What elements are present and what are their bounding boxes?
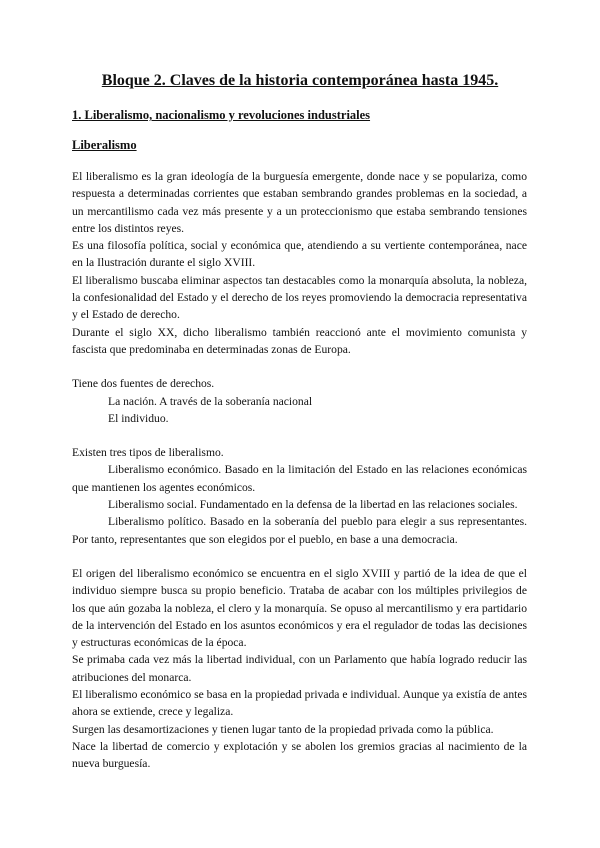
page-title: Bloque 2. Claves de la historia contemporánea hasta 1945. [101, 72, 499, 89]
paragraph: Nace la libertad de comercio y explotación y se abolen los gremios gracias al nacimiento de la nueva burguesía. [72, 739, 527, 771]
document-body [72, 168, 527, 773]
types-intro: Existen tres tipos de liberalismo. [72, 446, 224, 460]
sources-intro: Tiene dos fuentes de derechos. [72, 377, 215, 391]
paragraph: Durante el siglo XX, dicho liberalismo también reaccionó ante el movimiento comunista y fascista que predominaba en determinadas zonas de Europa. [72, 325, 527, 356]
paragraph: Es una filosofía política, social y económica que, atendiendo a su vertiente contemporánea, nace en la Ilustración durante el siglo XVIII. [72, 239, 527, 270]
paragraph: Surgen las desamortizaciones y tienen lugar tanto de la propiedad privada como la pública. [72, 722, 494, 736]
list-item: La nación. A través de la soberanía nacional [108, 394, 313, 408]
list-item: Liberalismo social. Fundamentado en la defensa de la libertad en las relaciones sociales. [108, 498, 518, 512]
paragraph: El liberalismo económico se basa en la propiedad privada e individual. Aunque ya existía de antes ahora se extiende, crece y legaliza. [72, 688, 527, 719]
subsection-heading: Liberalismo [72, 138, 137, 152]
paragraph: El liberalismo es la gran ideología de la burguesía emergente, donde nace y se populariza, como respuesta a determinadas corrientes que estaban sembrando grandes problemas en la sociedad, a un mercantilismo cada vez más presente y a un proteccionismo que estaba sembrando tensiones entre los distintos reyes. [72, 170, 527, 235]
paragraph: El origen del liberalismo económico se encuentra en el siglo XVIII y partió de la idea de que el individuo siempre busca su propio beneficio. Trataba de acabar con los múltiples privilegios de los que aún gozaba la nobleza, el clero y la monarquía. Se opuso al mercantilismo y era partidario de la intervención del Estado en los asuntos económicos y era el regulador de todas las decisiones y estructuras económicas de la época. [72, 566, 527, 650]
paragraph: Se primaba cada vez más la libertad individual, con un Parlamento que había logrado reducir las atribuciones del monarca. [72, 653, 527, 684]
paragraph: El liberalismo buscaba eliminar aspectos tan destacables como la monarquía absoluta, la nobleza, la confesionalidad del Estado y el derecho de los reyes promoviendo la democracia representativa y el Estado de derecho. [72, 273, 527, 322]
list-item: Liberalismo económico. Basado en la limitación del Estado en las relaciones económicas que mantienen los agentes económicos. [72, 463, 527, 494]
list-item: El individuo. [108, 411, 169, 425]
list-item: Liberalismo político. Basado en la soberanía del pueblo para elegir a sus representantes. Por tanto, representantes que son elegidos por el pueblo, en base a una democracia. [72, 515, 527, 546]
section-heading: 1. Liberalismo, nacionalismo y revoluciones industriales [72, 108, 371, 122]
